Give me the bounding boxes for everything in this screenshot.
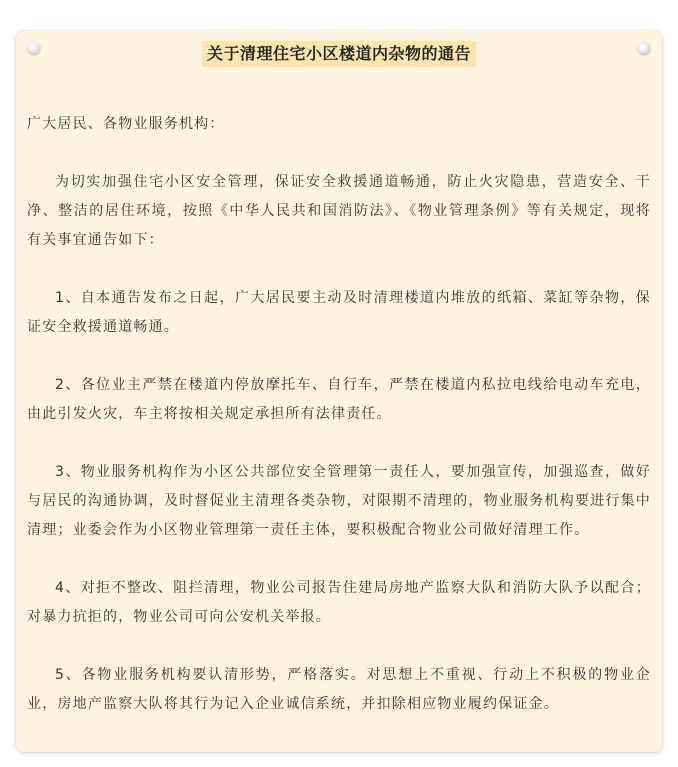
title-container: [16, 41, 662, 67]
notice-card: [16, 31, 662, 752]
notice-paragraph-4: 4、对拒不整改、阻拦清理，物业公司报告住建局房地产监察大队和消防大队予以配合；对暴力抗拒的，物业公司可向公安机关举报。: [27, 580, 651, 625]
notice-paragraph-intro: 为切实加强住宅小区安全管理，保证安全救援通道畅通，防止火灾隐患，营造安全、干净、整洁的居住环境，按照《中华人民共和国消防法》、《物业管理条例》等有关规定，现将有关事宜通告如下：: [27, 174, 651, 248]
notice-paragraph-3: 3、物业服务机构作为小区公共部位安全管理第一责任人，要加强宣传，加强巡查，做好与居民的沟通协调，及时督促业主清理各类杂物，对限期不清理的，物业服务机构要进行集中清理；业委会作为小区物业管理第一责任主体，要积极配合物业公司做好清理工作。: [27, 464, 651, 538]
notice-body: [27, 110, 651, 719]
notice-paragraph-2: 2、各位业主严禁在楼道内停放摩托车、自行车，严禁在楼道内私拉电线给电动车充电，由此引发火灾，车主将按相关规定承担所有法律责任。: [27, 377, 651, 422]
notice-paragraph-1: 1、自本通告发布之日起，广大居民要主动及时清理楼道内堆放的纸箱、菜缸等杂物，保证安全救援通道畅通。: [27, 290, 651, 335]
notice-title: 关于清理住宅小区楼道内杂物的通告: [202, 41, 476, 67]
notice-greeting: 广大居民、各物业服务机构：: [27, 116, 225, 132]
notice-paragraph-5: 5、各物业服务机构要认清形势，严格落实。对思想上不重视、行动上不积极的物业企业，房地产监察大队将其行为记入企业诚信系统，并扣除相应物业履约保证金。: [27, 667, 651, 712]
